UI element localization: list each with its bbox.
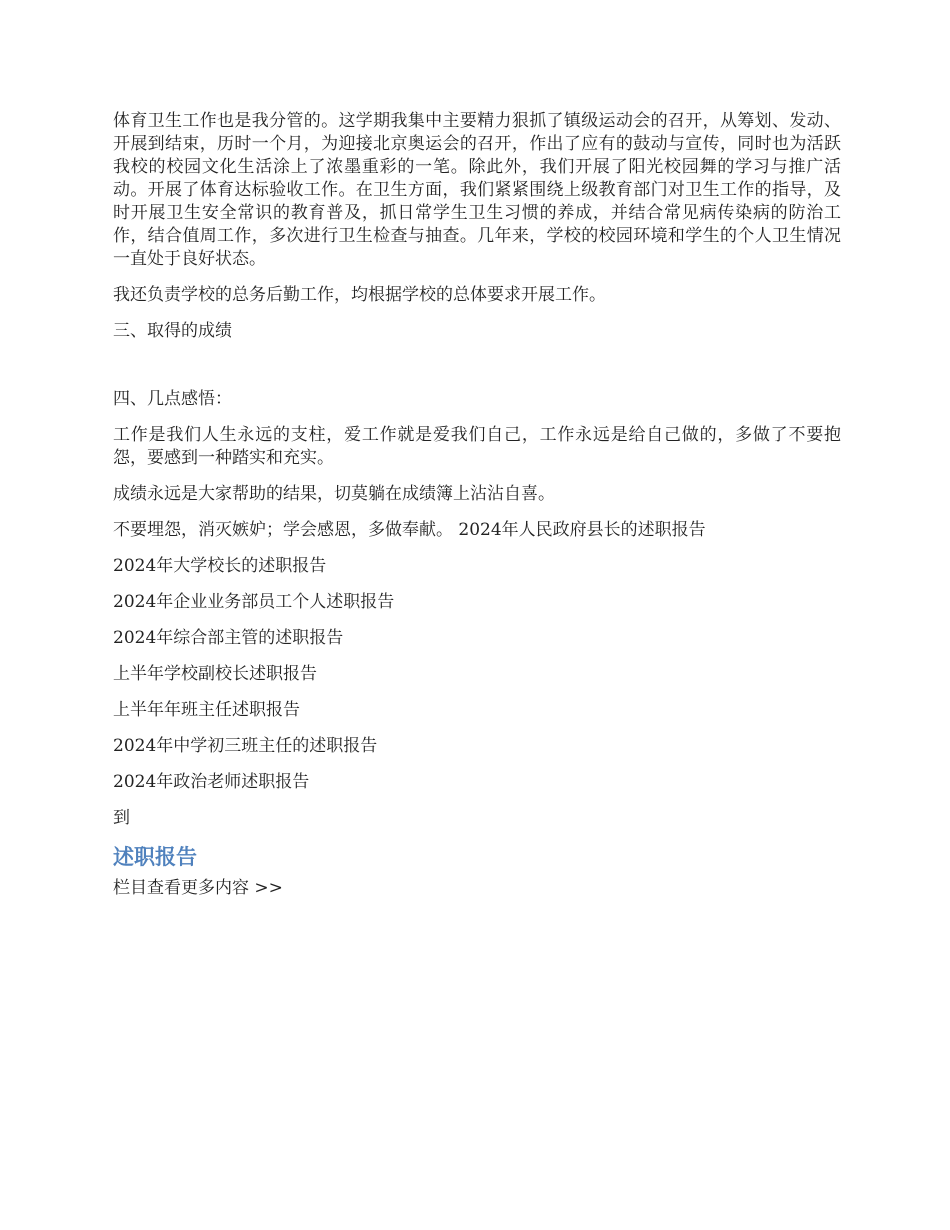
- related-link-business-staff[interactable]: 2024年企业业务部员工个人述职报告: [113, 592, 395, 612]
- document-page: [113, 110, 841, 900]
- related-link-politics-teacher[interactable]: 2024年政治老师述职报告: [113, 772, 310, 792]
- related-link-vice-principal[interactable]: 上半年学校副校长述职报告: [113, 664, 317, 684]
- related-link-junior-class-teacher[interactable]: 2024年中学初三班主任的述职报告: [113, 736, 378, 756]
- category-title-link[interactable]: 述职报告: [113, 845, 197, 869]
- related-links-list: [113, 555, 841, 794]
- view-more-link[interactable]: 栏目查看更多内容 >>: [113, 878, 283, 898]
- gratitude-text: 不要埋怨，消灭嫉妒；学会感恩，多做奉献。: [113, 520, 453, 540]
- paragraph-reflection-achievement: 成绩永远是大家帮助的结果，切莫躺在成绩簿上沾沾自喜。: [113, 484, 555, 504]
- paragraph-logistics: 我还负责学校的总务后勤工作，均根据学校的总体要求开展工作。: [113, 285, 606, 305]
- related-link-class-teacher[interactable]: 上半年年班主任述职报告: [113, 700, 300, 720]
- related-link-county-report[interactable]: 2024年人民政府县长的述职报告: [458, 520, 706, 540]
- section-heading-achievements: 三、取得的成绩: [113, 321, 232, 341]
- related-link-university-president[interactable]: 2024年大学校长的述职报告: [113, 556, 327, 576]
- paragraph-reflection-gratitude: [113, 519, 841, 542]
- section-heading-reflections: 四、几点感悟：: [113, 389, 232, 409]
- paragraph-sports-hygiene: 体育卫生工作也是我分管的。这学期我集中主要精力狠抓了镇级运动会的召开，从筹划、发动、开展到结束，历时一个月，为迎接北京奥运会的召开，作出了应有的鼓动与宣传，同时也为活跃我校的校园文化生活涂上了浓墨重彩的一笔。除此外，我们开展了阳光校园舞的学习与推广活动。开展了体育达标验收工作。在卫生方面，我们紧紧围绕上级教育部门对卫生工作的指导，及时开展卫生安全常识的教育普及，抓日常学生卫生习惯的养成，并结合常见病传染病的防治工作，结合值周工作，多次进行卫生检查与抽查。几年来，学校的校园环境和学生的个人卫生情况一直处于良好状态。: [113, 111, 841, 269]
- blank-spacer: [113, 343, 841, 388]
- footer-to-text: 到: [113, 808, 130, 828]
- related-link-general-supervisor[interactable]: 2024年综合部主管的述职报告: [113, 628, 344, 648]
- paragraph-reflection-work: 工作是我们人生永远的支柱，爱工作就是爱我们自己，工作永远是给自己做的，多做了不要抱怨，要感到一种踏实和充实。: [113, 425, 841, 468]
